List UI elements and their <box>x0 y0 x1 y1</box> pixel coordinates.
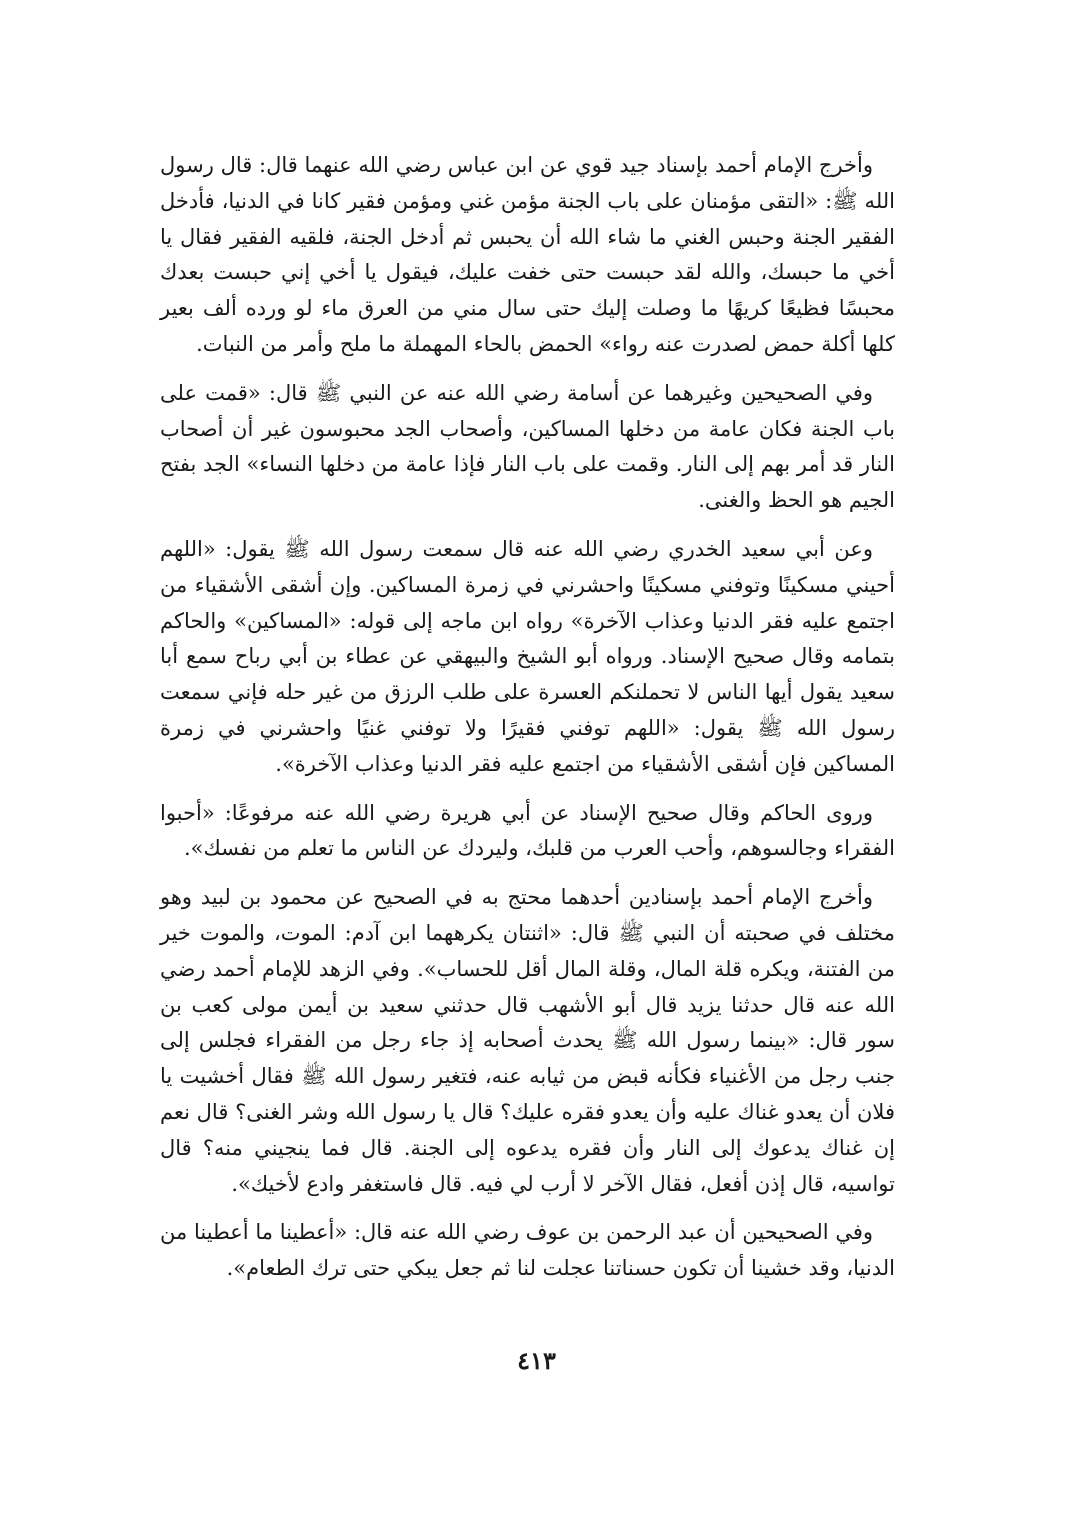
page-number: ٤١٣ <box>517 1346 556 1375</box>
paragraph-3: وعن أبي سعيد الخدري رضي الله عنه قال سمعت رسول الله ﷺ يقول: «اللهم أحيني مسكينًا وتوفني مسكينًا واحشرني في زمرة المساكين. وإن أشقى الأشقياء من اجتمع عليه فقر الدنيا وعذاب الآخرة» رواه ابن ماجه إلى قوله: «المساكين» والحاكم بتمامه وقال صحيح الإسناد. ورواه أبو الشيخ والبيهقي عن عطاء بن أبي رباح سمع أبا سعيد يقول أيها الناس لا تحملنكم العسرة على طلب الرزق من غير حله فإني سمعت رسول الله ﷺ يقول: «اللهم توفني فقيرًا ولا توفني غنيًا واحشرني في زمرة المساكين فإن أشقى الأشقياء من اجتمع عليه فقر الدنيا وعذاب الآخرة». <box>160 536 895 776</box>
paragraph-6: وفي الصحيحين أن عبد الرحمن بن عوف رضي الله عنه قال: «أعطينا ما أعطينا من الدنيا، وقد خشينا أن تكون حسناتنا عجلت لنا ثم جعل يبكي حتى ترك الطعام». <box>160 1220 895 1281</box>
paragraph-4: وروى الحاكم وقال صحيح الإسناد عن أبي هريرة رضي الله عنه مرفوعًا: «أحبوا الفقراء وجالسوهم، وأحب العرب من قلبك، وليردك عن الناس ما تعلم من نفسك». <box>160 800 895 861</box>
page-body <box>160 148 895 1300</box>
paragraph-1: وأخرج الإمام أحمد بإسناد جيد قوي عن ابن عباس رضي الله عنهما قال: قال رسول الله ﷺ: «التقى مؤمنان على باب الجنة مؤمن غني ومؤمن فقير كانا في الدنيا، فأدخل الفقير الجنة وحبس الغني ما شاء الله أن يحبس ثم أدخل الجنة، فلقيه الفقير فقال يا أخي ما حبسك، والله لقد حبست حتى خفت عليك، فيقول يا أخي إني حبست بعدك محبسًا فظيعًا كريهًا ما وصلت إليك حتى سال مني من العرق ماء لو ورده ألف بعير كلها أكلة حمض لصدرت عنه رواء» الحمض بالحاء المهملة ما ملح وأمر من النبات. <box>160 153 895 356</box>
paragraph-2: وفي الصحيحين وغيرهما عن أسامة رضي الله عنه عن النبي ﷺ قال: «قمت على باب الجنة فكان عامة من دخلها المساكين، وأصحاب الجد محبوسون غير أن أصحاب النار قد أمر بهم إلى النار. وقمت على باب النار فإذا عامة من دخلها النساء» الجد بفتح الجيم هو الحظ والغنى. <box>160 380 895 513</box>
paragraph-5: وأخرج الإمام أحمد بإسنادين أحدهما محتج به في الصحيح عن محمود بن لبيد وهو مختلف في صحبته أن النبي ﷺ قال: «اثنتان يكرههما ابن آدم: الموت، والموت خير من الفتنة، ويكره قلة المال، وقلة المال أقل للحساب». وفي الزهد للإمام أحمد رضي الله عنه قال حدثنا يزيد قال أبو الأشهب قال حدثني سعيد بن أيمن مولى كعب بن سور قال: «بينما رسول الله ﷺ يحدث أصحابه إذ جاء رجل من الفقراء فجلس إلى جنب رجل من الأغنياء فكأنه قبض من ثيابه عنه، فتغير رسول الله ﷺ فقال أخشيت يا فلان أن يعدو غناك عليه وأن يعدو فقره عليك؟ قال يا رسول الله وشر الغنى؟ قال نعم إن غناك يدعوك إلى النار وأن فقره يدعوه إلى الجنة. قال فما ينجيني منه؟ قال تواسيه، قال إذن أفعل، فقال الآخر لا أرب لي فيه. قال فاستغفر وادع لأخيك». <box>160 885 895 1196</box>
